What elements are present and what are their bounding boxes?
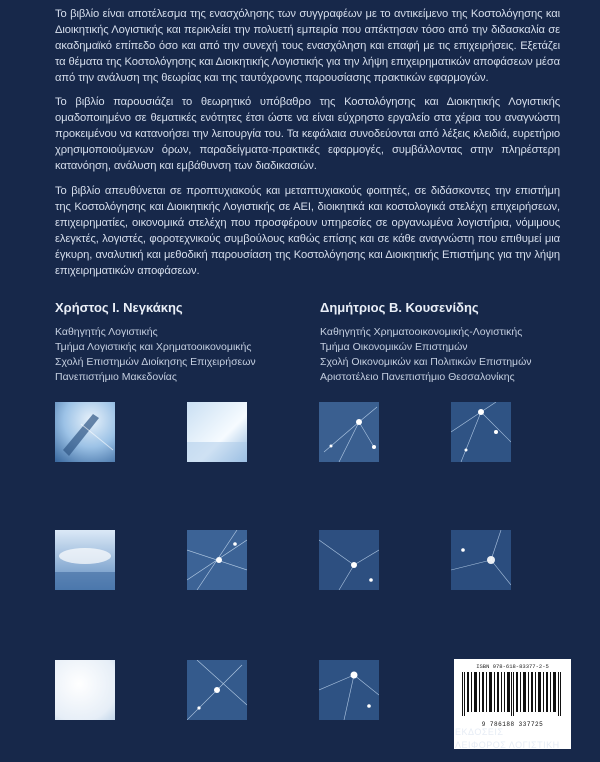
paper-light-photo-tile [187,402,247,462]
white-light-photo-tile [55,660,115,720]
author-name: Χρήστος Ι. Νεγκάκης [55,300,183,315]
author-block-2 [320,300,532,385]
author-name: Δημήτριος Β. Κουσενίδης [320,300,479,315]
network-nodes-photo-tile [319,402,379,462]
publisher-line-1: ΕΚΔΟΣΕΙΣ [455,727,504,737]
handwriting-photo-tile [55,402,115,462]
network-glow-photo-tile [319,660,379,720]
author-block-1 [55,300,256,385]
description-paragraph-1: Το βιβλίο είναι αποτέλεσμα της ενασχόλησης των συγγραφέων με το αντικείμενο της Κοστολόγησης και Διοικητικής Λογιστικής και περικλείει την πολυετή εμπειρία που απέκτησαν τόσο από την διδασκαλία σε ακαδημαϊκό επίπεδο όσο και από την συνεχή τους ενασχόληση και επαφή με τις επιχειρήσεις. Εξετάζει τα θέματα της Κοστολόγησης και Διοικητικής Λογιστικής για την λήψη επιχειρηματικών αποφάσεων μέσα από την ανάλυση της θεωρίας και της ταυτόχρονης παρουσίασης πρακτικών εφαρμογών. [55,8,560,84]
network-lines-photo-tile [187,660,247,720]
publisher-label [455,726,575,752]
barcode-icon [460,672,565,716]
author-school: Σχολή Επιστημών Διοίκησης Επιχειρήσεων [55,356,256,368]
publisher-line-2: ΛΕΙΦΟΡΟΣ ΛΟΓΙΣΤΙΚΗ [455,740,560,750]
description-paragraph-3: Το βιβλίο απευθύνεται σε προπτυχιακούς και μεταπτυχιακούς φοιτητές, σε διδάσκοντες την επιστήμη της Κοστολόγησης και Διοικητικής Λογιστικής σε ΑΕΙ, διοικητικά και κοστολογικά στελέχη επιχειρήσεων, επιχειρηματίες, οικονομικά στελέχη που προσφέρουν υπηρεσίες σε οργανωμένα λογιστήρια, νόμιμους ελεγκτές, λογιστές, φοροτεχνικούς συμβούλους καθώς επίσης και σε κάθε αναγνώστη που επιθυμεί μια έγκυρη, αναλυτική και μεθοδική παρουσίαση της Κοστολόγησης και Διοικητικής Επιστήμης για την λήψη επιχειρηματικών αποφάσεων. [55,185,560,277]
author-title: Καθηγητής Λογιστικής [55,326,158,338]
author-university: Αριστοτέλειο Πανεπιστήμιο Θεσσαλονίκης [320,371,515,383]
author-department: Τμήμα Οικονομικών Επιστημών [320,341,468,353]
network-glow-photo-tile [451,530,511,590]
isbn-number: ISBN 978-618-83377-2-5 [476,663,549,670]
author-university: Πανεπιστήμιο Μακεδονίας [55,371,177,383]
author-school: Σχολή Οικονομικών και Πολιτικών Επιστημών [320,356,532,368]
network-nodes-photo-tile [319,530,379,590]
barcode-digits: 9 786188 337725 [481,721,544,728]
network-nodes-photo-tile [451,402,511,462]
hands-papers-photo-tile [55,530,115,590]
author-title: Καθηγητής Χρηματοοικονομικής-Λογιστικής [320,326,523,338]
author-department: Τμήμα Λογιστικής και Χρηματοοικονομικής [55,341,252,353]
description-paragraph-2: Το βιβλίο παρουσιάζει το θεωρητικό υπόβαθρο της Κοστολόγησης και Διοικητικής Λογιστικής ομαδοποιημένο σε θεματικές ενότητες έτσι ώστε να είναι εύχρηστο εργαλείο στα χέρια του αναγνώστη προκειμένου να κατανοήσει την λειτουργία του. Τα κεφάλαια συνοδεύονται από λέξεις κλειδιά, ευρετήριο χρησιμοποιούμενων όρων, παραδείγματα-πρακτικές εφαρμογές, συμβάλλοντας στην πληρέστερη κατανόηση, ανάλυση και εμβάθυνση των διαδικασιών. [55,96,560,172]
network-lines-photo-tile [187,530,247,590]
